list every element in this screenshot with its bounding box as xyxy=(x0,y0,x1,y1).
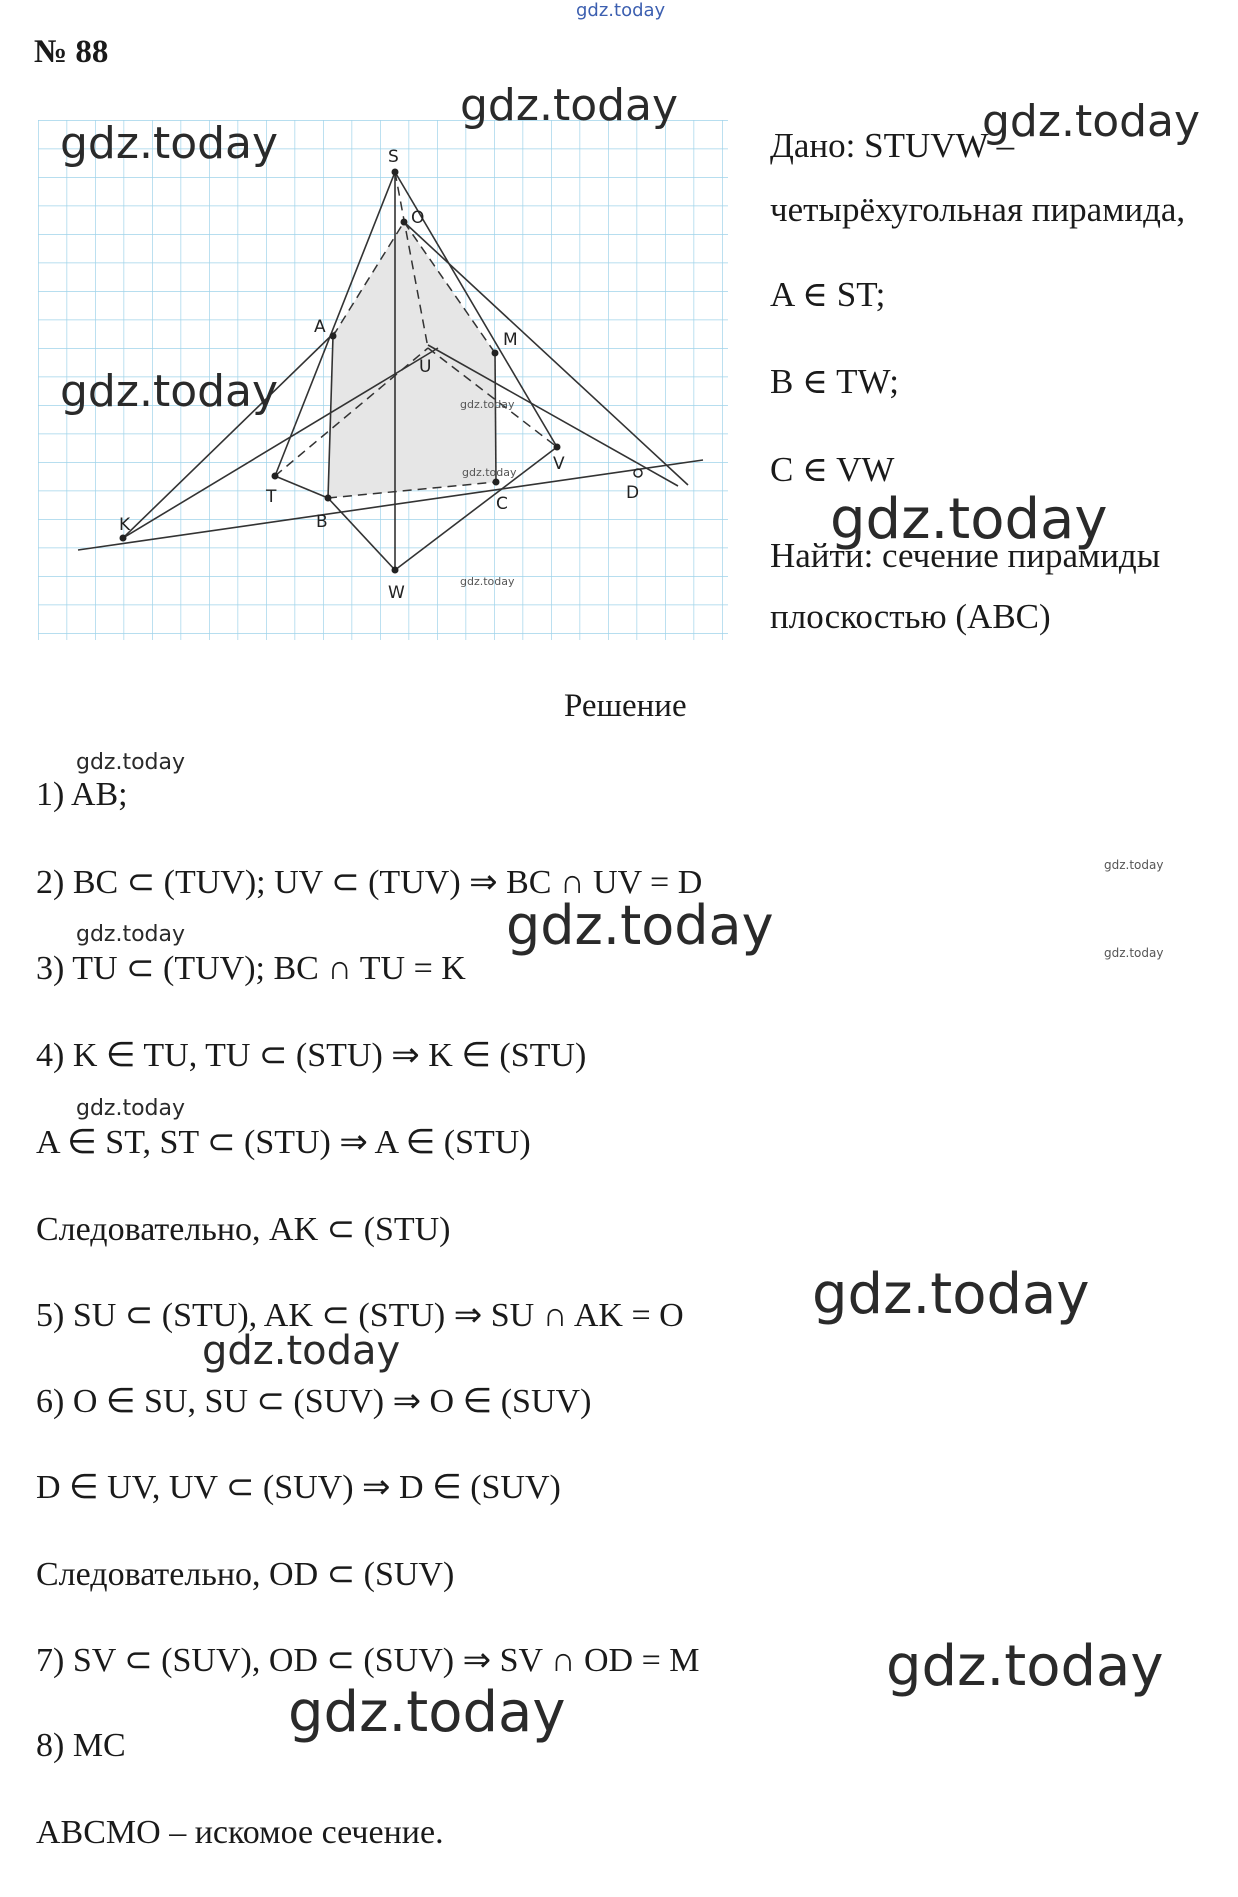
solution-line-12: 8) MC xyxy=(36,1727,126,1764)
solution-line-13: ABCMO – искомое сечение. xyxy=(36,1814,444,1851)
watermark: gdz.today xyxy=(202,1328,401,1374)
solution-line-6: Следовательно, AK ⊂ (STU) xyxy=(36,1211,451,1248)
given-line-1: Дано: STUVW – xyxy=(770,126,1015,165)
solution-line-2: 2) BC ⊂ (TUV); UV ⊂ (TUV) ⇒ BC ∩ UV = D xyxy=(36,864,703,901)
label-A: A xyxy=(314,317,326,337)
solution-line-1: 1) AB; xyxy=(36,776,128,813)
watermark: gdz.today xyxy=(460,80,679,131)
label-D: D xyxy=(626,483,640,503)
label-M: M xyxy=(503,330,518,350)
solution-line-8: 6) O ∈ SU, SU ⊂ (SUV) ⇒ O ∈ (SUV) xyxy=(36,1383,592,1420)
solution-line-10: Следовательно, OD ⊂ (SUV) xyxy=(36,1556,455,1593)
top-watermark: gdz.today xyxy=(576,0,666,21)
figure-watermark-3: gdz.today xyxy=(460,575,515,588)
problem-number: № 88 xyxy=(34,34,109,70)
watermark: gdz.today xyxy=(506,894,774,957)
find-line-1: Найти: сечение пирамиды xyxy=(770,536,1161,575)
watermark: gdz.today xyxy=(886,1634,1164,1699)
solution-line-9: D ∈ UV, UV ⊂ (SUV) ⇒ D ∈ (SUV) xyxy=(36,1469,561,1506)
solution-line-3: 3) TU ⊂ (TUV); BC ∩ TU = K xyxy=(36,950,466,987)
figure-watermark-2: gdz.today xyxy=(462,466,517,479)
solution-line-7: 5) SU ⊂ (STU), AK ⊂ (STU) ⇒ SU ∩ AK = O xyxy=(36,1297,684,1334)
point-O xyxy=(401,219,408,226)
watermark: gdz.today xyxy=(60,366,279,417)
point-S xyxy=(392,169,399,176)
watermark: gdz.today xyxy=(76,750,186,775)
point-W xyxy=(392,567,399,574)
label-S: S xyxy=(388,147,399,167)
watermark: gdz.today xyxy=(982,96,1201,147)
given-line-2: четырёхугольная пирамида, xyxy=(770,190,1186,229)
find-line-2: плоскостью (ABC) xyxy=(770,597,1051,636)
label-V: V xyxy=(553,454,565,474)
label-C: C xyxy=(496,494,508,514)
point-M xyxy=(492,350,499,357)
solution-line-11: 7) SV ⊂ (SUV), OD ⊂ (SUV) ⇒ SV ∩ OD = M xyxy=(36,1642,700,1679)
label-T: T xyxy=(266,487,277,507)
given-line-4: B ∈ TW; xyxy=(770,362,899,401)
label-W: W xyxy=(388,583,405,603)
watermark: gdz.today xyxy=(76,1096,186,1121)
watermark: gdz.today xyxy=(812,1262,1090,1327)
point-A xyxy=(330,333,337,340)
line-MC xyxy=(495,353,496,482)
given-line-5: C ∈ VW xyxy=(770,450,895,489)
watermark: gdz.today xyxy=(288,1680,566,1745)
point-T xyxy=(272,473,279,480)
point-V xyxy=(554,444,561,451)
watermark: gdz.today xyxy=(60,118,279,169)
figure-watermark-1: gdz.today xyxy=(460,398,515,411)
solution-heading: Решение xyxy=(564,688,687,724)
watermark: gdz.today xyxy=(76,922,186,947)
watermark: gdz.today xyxy=(830,487,1108,552)
given-line-3: A ∈ ST; xyxy=(770,275,886,314)
watermark: gdz.today xyxy=(1104,858,1164,872)
solution-line-5: A ∈ ST, ST ⊂ (STU) ⇒ A ∈ (STU) xyxy=(36,1124,531,1161)
watermark: gdz.today xyxy=(1104,946,1164,960)
point-B xyxy=(325,495,332,502)
point-C xyxy=(493,479,500,486)
solution-line-4: 4) K ∈ TU, TU ⊂ (STU) ⇒ K ∈ (STU) xyxy=(36,1037,587,1074)
point-K xyxy=(120,535,127,542)
label-K: K xyxy=(119,515,131,535)
label-U: U xyxy=(419,357,432,377)
label-B: B xyxy=(316,512,328,532)
label-O: O xyxy=(411,208,425,228)
